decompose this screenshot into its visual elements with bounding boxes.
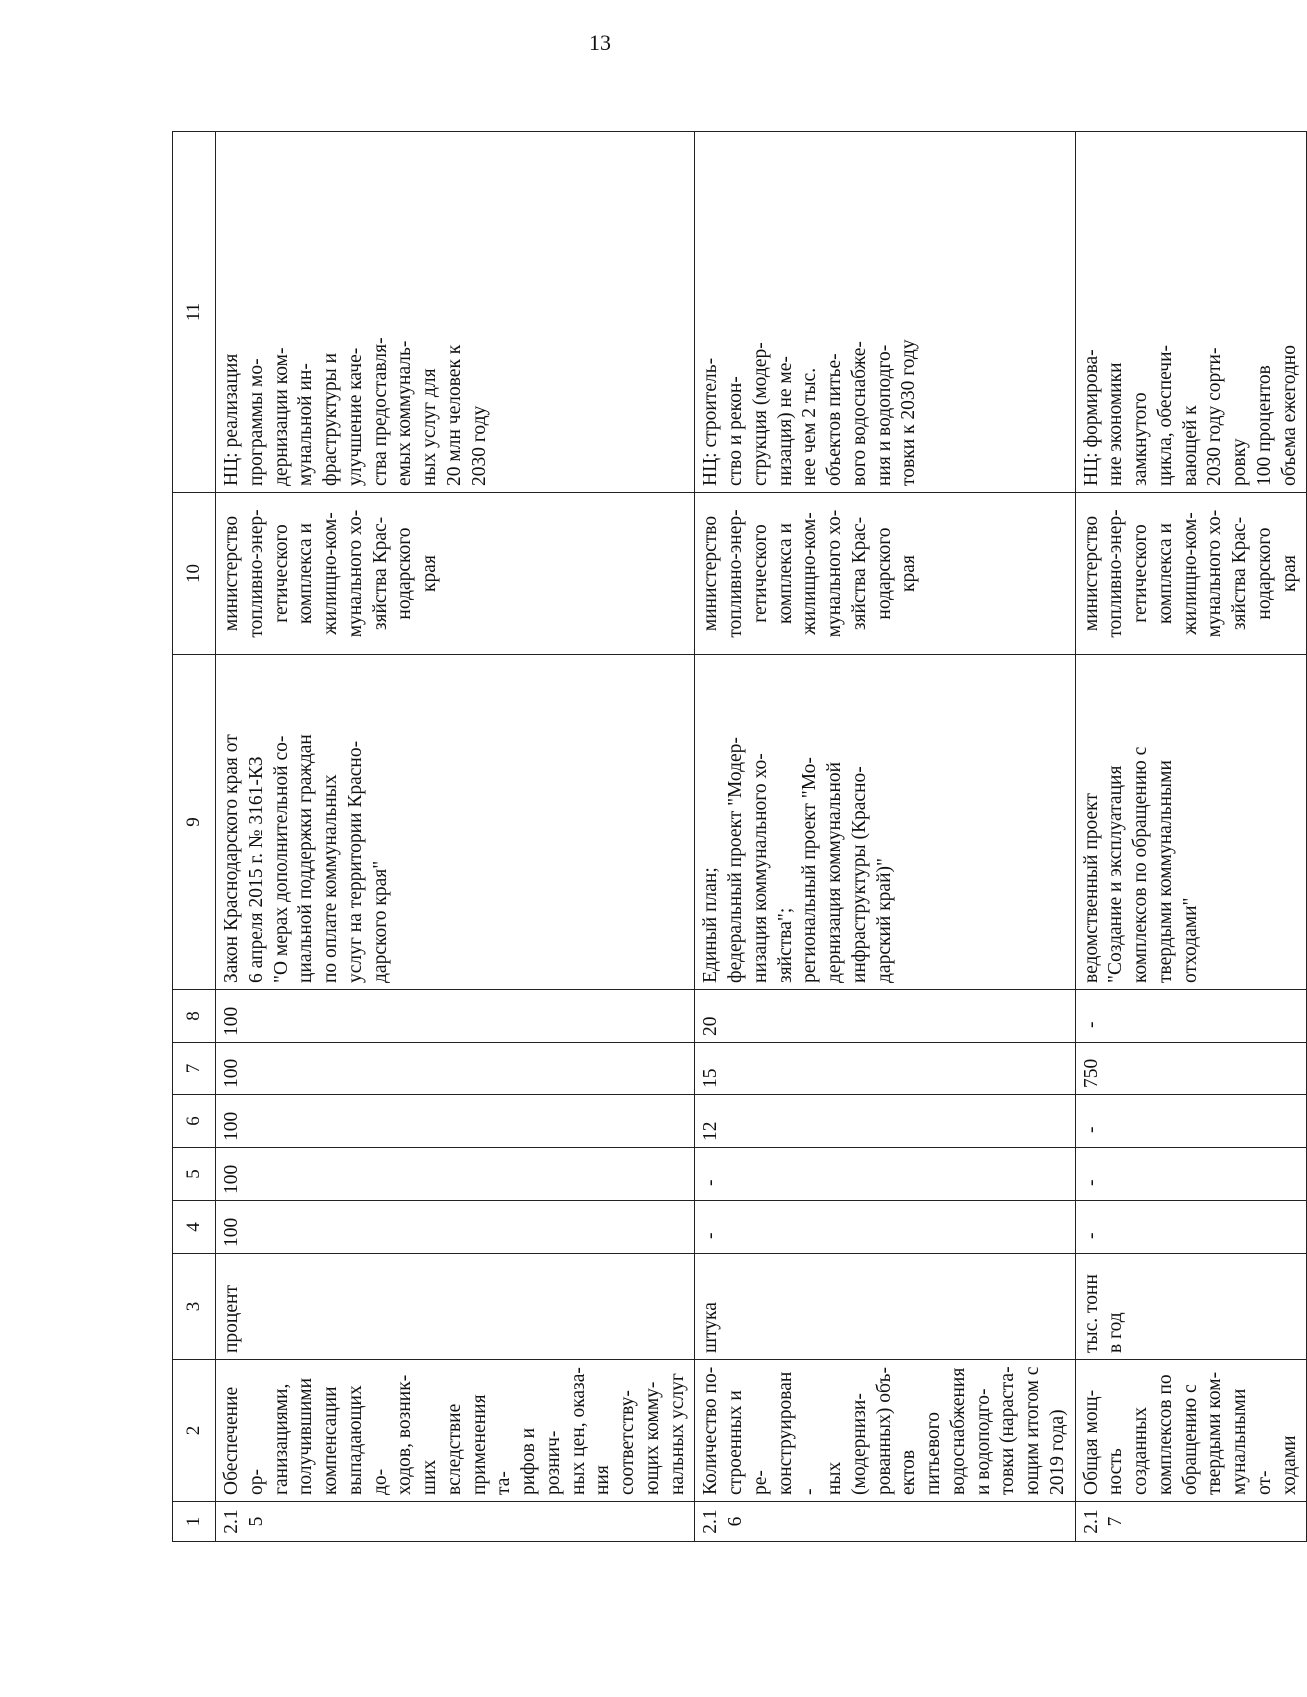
value-cell: 750 xyxy=(1075,1043,1307,1095)
row-number: 2.15 xyxy=(216,1502,695,1542)
responsible-body: министерство топливно-энер- гетического комплекса и жилищно-ком- мунального хо- зяйства Крас- нодарского края xyxy=(216,493,695,655)
value-cell: 15 xyxy=(695,1043,1075,1095)
table-row xyxy=(695,132,1075,1542)
value-cell: - xyxy=(1075,1148,1307,1201)
national-goal: НЦ: формирова- ние экономики замкнутого цикла, обеспечи- вающей к 2030 году сорти- ровку 100 процентов объема ежегодно xyxy=(1075,132,1307,493)
header-cell: 3 xyxy=(173,1254,216,1360)
responsible-body: министерство топливно-энер- гетического комплекса и жилищно-ком- мунального хо- зяйства Крас- нодарского края xyxy=(1075,493,1307,655)
value-cell: 20 xyxy=(695,990,1075,1043)
header-cell: 6 xyxy=(173,1095,216,1148)
indicator-name: Обеспечение ор- ганизациями, получившими компенсации выпадающих до- ходов, возник- ших вследствие применения та- рифов и рознич- ных цен, оказа- ния соответству- ющих комму- нальных услуг xyxy=(216,1360,695,1502)
header-cell: 10 xyxy=(173,493,216,655)
unit: тыс. тонн в год xyxy=(1075,1254,1307,1360)
legal-basis: Закон Краснодарского края от 6 апреля 2015 г. № 3161-КЗ "О мерах дополнительной со- циальной поддержки граждан по оплате коммунальных услуг на территории Красно- дарского края" xyxy=(216,655,695,990)
value-cell: 12 xyxy=(695,1095,1075,1148)
legal-basis: ведомственный проект "Создание и эксплуатация комплексов по обращению с твердыми коммунальными отходами" xyxy=(1075,655,1307,990)
page-number: 13 xyxy=(589,30,611,55)
header-cell: 2 xyxy=(173,1360,216,1502)
table-row xyxy=(216,132,695,1542)
header-cell: 7 xyxy=(173,1043,216,1095)
value-cell: - xyxy=(1075,990,1307,1043)
value-cell: - xyxy=(1075,1201,1307,1254)
header-cell: 9 xyxy=(173,655,216,990)
national-goal: НЦ: строитель- ство и рекон- струкция (модер- низация) не ме- нее чем 2 тыс. объектов питье- вого водоснабже- ния и водоподго- товки к 2030 году xyxy=(695,132,1075,493)
value-cell: - xyxy=(695,1148,1075,1201)
indicator-name: Количество по- строенных и ре- конструирован- ных (модернизи- рованных) объ- ектов питьевого водоснабжения и водоподго- товки (нараста- ющим итогом с 2019 года) xyxy=(695,1360,1075,1502)
value-cell: 100 xyxy=(216,1201,695,1254)
header-row xyxy=(173,132,216,1542)
value-cell: - xyxy=(1075,1095,1307,1148)
legal-basis: Единый план; федеральный проект "Модер- низация коммунального хо- зяйства"; региональный проект "Мо- дернизация коммунальной инфраструктуры (Красно- дарский край)" xyxy=(695,655,1075,990)
header-cell: 11 xyxy=(173,132,216,493)
responsible-body: министерство топливно-энер- гетического комплекса и жилищно-ком- мунального хо- зяйства Крас- нодарского края xyxy=(695,493,1075,655)
header-cell: 8 xyxy=(173,990,216,1043)
rotated-table-frame xyxy=(172,132,1300,1542)
header-cell: 4 xyxy=(173,1201,216,1254)
value-cell: - xyxy=(695,1201,1075,1254)
value-cell: 100 xyxy=(216,990,695,1043)
row-number: 2.16 xyxy=(695,1502,1075,1542)
unit: процент xyxy=(216,1254,695,1360)
value-cell: 100 xyxy=(216,1148,695,1201)
indicators-table xyxy=(172,131,1307,1542)
unit: штука xyxy=(695,1254,1075,1360)
header-cell: 5 xyxy=(173,1148,216,1201)
indicator-name: Общая мощ- ность созданных комплексов по обращению с твердыми ком- мунальными от- ходами xyxy=(1075,1360,1307,1502)
value-cell: 100 xyxy=(216,1095,695,1148)
row-number: 2.17 xyxy=(1075,1502,1307,1542)
header-cell: 1 xyxy=(173,1502,216,1542)
national-goal: НЦ: реализация программы мо- дернизации ком- мунальной ин- фраструктуры и улучшение каче- ства предоставля- емых коммуналь- ных услуг для 20 млн человек к 2030 году xyxy=(216,132,695,493)
table-row xyxy=(1075,132,1307,1542)
value-cell: 100 xyxy=(216,1043,695,1095)
